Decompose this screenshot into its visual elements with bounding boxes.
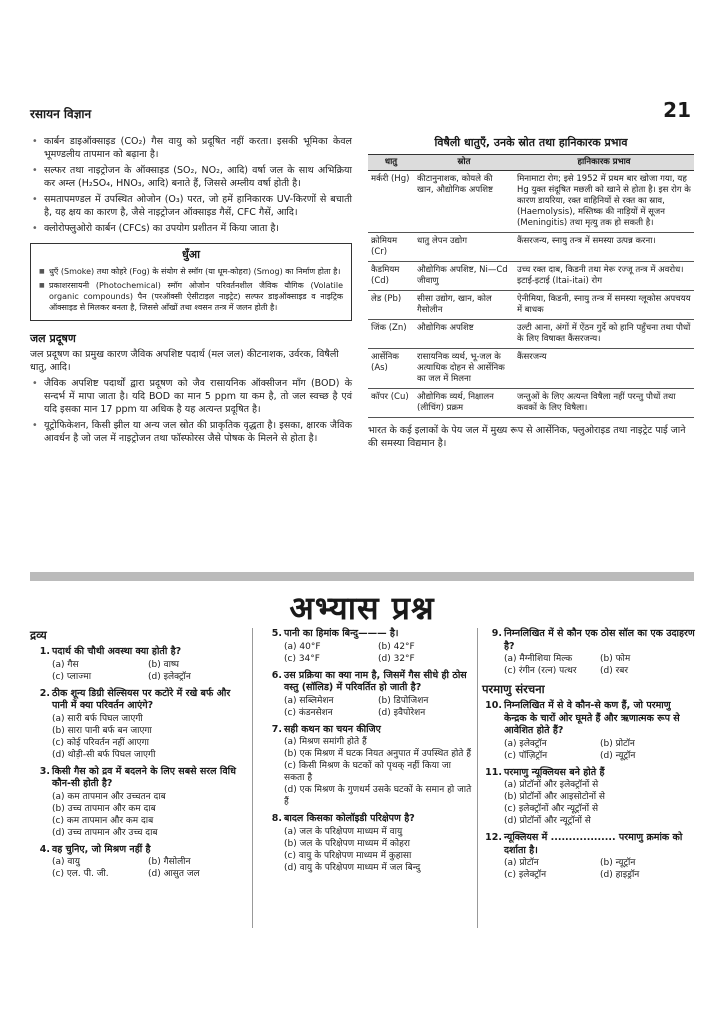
bullet-item: • समतापमण्डल में उपस्थित ओजोन (O₃) परत, जो हमें हानिकारक UV-किरणों से बचाती है, यह क्षय का कारण है, जैसे नाइट्रोजन ऑक्साइड गैसें, CFC गैसें, आदि।: [30, 193, 352, 219]
answer-option: (c) प्लाज्मा: [52, 671, 92, 682]
answer-option: (a) सारी बर्फ पिघल जाएगी: [52, 713, 143, 724]
answer-options: [482, 738, 696, 762]
question-body: बादल किसका कोलॉइडी परिक्षेपण है?: [284, 813, 415, 824]
question-body: पदार्थ की चौथी अवस्था क्या होती है?: [52, 646, 182, 657]
answer-option: (a) प्रोटॉन: [504, 858, 539, 868]
bullet-item: • यूट्रोफिकेशन, किसी झील या अन्य जल स्रोत की प्राकृतिक वृद्धता है। इसका, क्षारक जैविक आवर्धन है जो जल में नाइट्रोजन तथा फॉस्फोरस जैसे पोषक के मिलने से होता है।: [30, 419, 352, 445]
question-text: [262, 724, 472, 737]
air-pollution-bullets: [30, 135, 352, 235]
question-number: 9.: [491, 628, 502, 639]
answer-option: (b) न्यूट्रॉन: [600, 858, 636, 868]
source-cell: धातु लेपन उद्योग: [414, 233, 514, 262]
metal-cell: आर्सेनिक (As): [368, 349, 414, 389]
question-body: किसी गैस को द्रव में बदलने के लिए सबसे सरल विधि कौन-सी होती है?: [52, 765, 236, 789]
source-cell: सीसा उद्योग, खान, कोल गैसोलीन: [414, 291, 514, 320]
question-number: 10.: [485, 700, 502, 711]
question-text: [262, 670, 472, 695]
answer-option: (c) इलेक्ट्रॉनों और न्यूट्रॉनों से: [504, 804, 599, 814]
question-number: 4.: [39, 843, 50, 855]
effect-cell: मिनामाटा रोग; इसे 1952 में प्रथम बार खोजा गया, यह Hg युक्त संदूषित मछली को खाने से होता है। इस रोग के कारण डायरिया, रक्त वाहिनियों से रक्त का स्राव, (Haemolysis), मस्तिष्क की नाड़ियों में सूजन (Meningitis) तथा मृत्यु तक हो सकती है।: [514, 171, 694, 233]
question-item: [30, 766, 244, 839]
answer-option: (b) डिपोजिशन: [378, 695, 429, 706]
page-number: 21: [663, 98, 691, 122]
answer-option: (b) सारा पानी बर्फ बन जाएगा: [52, 725, 152, 736]
answer-option: (b) प्रोटॉनों और आइसोटोनों से: [504, 792, 606, 802]
question-number: 2.: [39, 687, 50, 699]
effect-cell: जन्तुओं के लिए अत्यन्त विषैला नहीं परन्तु पौधों तथा कवकों के लिए विषैला।: [514, 389, 694, 418]
bullet-item: • जैविक अपशिष्ट पदार्थों द्वारा प्रदूषण को जैव रासायनिक ऑक्सीजन माँग (BOD) के सन्दर्भ में मापा जाता है। यदि BOD का मान 5 ppm या कम है, तो जल स्वच्छ है एवं यदि इसका मान 17 ppm या अधिक है यह अत्यन्त प्रदूषित है।: [30, 377, 352, 416]
bullet-item: • कार्बन डाइऑक्साइड (CO₂) गैस वायु को प्रदूषित नहीं करता। इसकी भूमिका केवल भूमण्डलीय तापमान को बढ़ाना है।: [30, 135, 352, 161]
answer-option: (c) वायु के परिक्षेपण माध्यम में कुहासा: [284, 850, 412, 861]
question-text: [482, 700, 696, 738]
smog-item: ■ प्रकाशरसायनी (Photochemical) स्मॉग ओजोन परिवर्तनशील जैविक यौगिक (Volatile organic compounds) पैन (परऑक्सी ऐसीटाइल नाइट्रेट) सल्फर डाइऑक्साइड व नाइट्रिक ऑक्साइड से मिलकर बनता है, जिससे आँखों तथा श्वसन तन्त्र में जलन होती है।: [39, 280, 343, 313]
table-row: [368, 171, 694, 233]
effect-cell: कैंसरजन्य: [514, 349, 694, 389]
answer-option: (b) वाष्प: [148, 659, 179, 670]
smog-box: [30, 243, 352, 321]
column-divider: [477, 628, 478, 928]
questions-column-1: [30, 628, 244, 885]
answer-option: (b) एक मिश्रण में घटक नियत अनुपात में उपस्थित होते हैं: [284, 749, 472, 759]
question-number: 5.: [271, 628, 282, 639]
metal-cell: मर्करी (Hg): [368, 171, 414, 233]
water-pollution-heading: जल प्रदूषण: [30, 332, 76, 345]
answer-option: (d) हाइड्रॉन: [600, 870, 640, 880]
answer-option: (c) किसी मिश्रण के घटकों को पृथक् नहीं किया जा सकता है: [284, 761, 451, 783]
question-body: उस प्रक्रिया का क्या नाम है, जिसमें गैस सीधे ही ठोस वस्तु (सॉलिड) में परिवर्तित हो जाती है?: [284, 669, 467, 693]
question-text: [30, 766, 244, 791]
answer-options: [262, 695, 472, 719]
table-note: भारत के कई इलाकों के पेय जल में मुख्य रूप से आर्सेनिक, फ्लुओराइड तथा नाइट्रेट पाई जाने की समस्या विद्यमान है।: [368, 425, 686, 449]
section-heading-atomic-structure: परमाणु संरचना: [482, 682, 545, 696]
question-item: [30, 844, 244, 881]
answer-option: (d) प्रोटॉनों और न्यूट्रॉनों से: [504, 816, 591, 826]
answer-option: (b) 42°F: [378, 641, 415, 652]
answer-option: (a) मैग्नीशिया मिल्क: [504, 654, 573, 664]
section-heading-matter: द्रव्य: [30, 628, 47, 642]
questions-column-3: [482, 628, 696, 886]
answer-options: [30, 856, 244, 880]
question-item: [30, 646, 244, 683]
table-row: [368, 233, 694, 262]
answer-option: (b) जल के परिक्षेपण माध्यम में कोहरा: [284, 838, 410, 849]
bullet-item: • क्लोरोफ्लुओरो कार्बन (CFCs) का उपयोग प्रशीतन में किया जाता है।: [30, 222, 352, 235]
answer-option: (a) प्रोटॉनों और इलेक्ट्रॉनों से: [504, 780, 599, 790]
question-text: [482, 767, 696, 780]
source-cell: औद्योगिक अपशिष्ट, Ni—Cd जीवाणु: [414, 262, 514, 291]
question-item: [262, 724, 472, 809]
questions-column-2: [262, 628, 472, 879]
metal-cell: क्रोमियम (Cr): [368, 233, 414, 262]
answer-option: (c) कंडनसेशन: [284, 707, 333, 718]
question-body: निम्नलिखित में से वे कौन-से कण हैं, जो परमाणु केन्द्रक के चारों ओर घूमते हैं और ऋणात्मक रूप से आवेशित होते हैं?: [504, 700, 680, 736]
answer-option: (c) 34°F: [284, 653, 320, 664]
question-text: [262, 628, 472, 641]
question-item: [482, 832, 696, 881]
question-body: ठीक शून्य डिग्री सेल्सियस पर कटोरे में रखे बर्फ और पानी में क्या परिवर्तन आएंगे?: [52, 687, 231, 711]
question-item: [482, 628, 696, 677]
answer-option: (c) रंगीन (रत्न) पत्थर: [504, 666, 577, 676]
question-text: [30, 844, 244, 857]
metal-cell: जिंक (Zn): [368, 320, 414, 349]
question-item: [482, 767, 696, 828]
effect-cell: ऐनीमिया, किडनी, स्नायु तन्त्र में समस्या ग्लूकोस अपचयय में बाधक: [514, 291, 694, 320]
answer-option: (a) इलेक्ट्रॉन: [504, 738, 547, 749]
effect-cell: उच्च रक्त दाब, किडनी तथा मेरू रज्जू तन्त्र में अवरोध। इटाई-इटाई (Itai-itai) रोग: [514, 262, 694, 291]
question-number: 11.: [485, 766, 502, 778]
left-column: [30, 135, 352, 448]
source-cell: कीटानुनाशक, कोयले की खान, औद्योगिक अपशिष्ट: [414, 171, 514, 233]
answer-option: (c) इलेक्ट्रॉन: [504, 870, 547, 880]
right-column: [368, 135, 694, 450]
metal-cell: कैडमियम (Cd): [368, 262, 414, 291]
question-body: परमाणु न्यूक्लियस बने होते हैं: [504, 766, 605, 778]
effect-cell: कैंसरजन्य, स्नायु तन्त्र में समस्या उत्पन्न करना।: [514, 233, 694, 262]
effect-cell: उल्टी आना, अंगों में ऐंठन गुर्दे को हानि पहुँचना तथा पौधों के लिए विषाक्त कैंसरजन्य।: [514, 320, 694, 349]
answer-options: [482, 779, 696, 827]
question-number: 7.: [271, 723, 282, 735]
answer-option: (b) प्रोटॉन: [600, 738, 635, 749]
answer-options: [262, 826, 472, 874]
answer-option: (c) पॉज़िट्रॉन: [504, 750, 548, 761]
question-text: [482, 832, 696, 857]
table-row: [368, 349, 694, 389]
answer-option: (a) गैस: [52, 659, 79, 670]
question-text: [30, 688, 244, 713]
answer-option: (c) कम तापमान और कम दाब: [52, 815, 154, 826]
answer-option: (d) उच्च तापमान और उच्च दाब: [52, 827, 158, 838]
question-body: निम्नलिखित में से कौन एक ठोस सॉल का एक उदाहरण है?: [504, 628, 695, 652]
answer-options: [482, 857, 696, 881]
question-text: [482, 628, 696, 653]
question-number: 12.: [485, 832, 502, 843]
question-number: 3.: [39, 765, 50, 777]
section-divider-bar: [30, 572, 694, 581]
answer-option: (a) 40°F: [284, 641, 321, 652]
question-item: [30, 688, 244, 761]
question-number: 6.: [271, 669, 282, 681]
answer-option: (d) एक मिश्रण के गुणधर्म उसके घटकों के समान हो जाते हैं: [284, 785, 472, 807]
answer-options: [30, 791, 244, 839]
answer-option: (d) वायु के परिक्षेपण माध्यम में जल बिन्दु: [284, 862, 421, 873]
table-header: हानिकारक प्रभाव: [514, 155, 694, 171]
answer-option: (d) न्यूट्रॉन: [600, 750, 636, 761]
answer-option: (a) वायु: [52, 857, 80, 867]
answer-option: (d) इलेक्ट्रॉन: [148, 671, 191, 682]
source-cell: औद्योगिक अपशिष्ट: [414, 320, 514, 349]
answer-option: (b) उच्च तापमान और कम दाब: [52, 803, 156, 814]
answer-option: (b) गैसोलीन: [148, 857, 191, 867]
answer-option: (a) सब्लिमेशन: [284, 695, 334, 706]
column-divider: [252, 628, 253, 928]
exercise-title: अभ्यास प्रश्न: [289, 589, 435, 627]
question-item: [262, 813, 472, 874]
table-header: धातु: [368, 155, 414, 171]
smog-item: ■ धुएँ (Smoke) तथा कोहरे (Fog) के संयोग से स्मॉग (या धूम-कोहरा) (Smog) का निर्माण होता है।: [39, 266, 343, 277]
answer-option: (a) कम तापमान और उच्चतन दाब: [52, 791, 166, 802]
question-item: [482, 700, 696, 762]
source-cell: रासायनिक व्यर्थ, भू-जल के अत्याधिक दोहन से आर्सेनिक का जल में मिलना: [414, 349, 514, 389]
answer-options: [482, 653, 696, 677]
source-cell: औद्योगिक व्यर्थ, निक्षालन (लीचिंग) प्रक्रम: [414, 389, 514, 418]
answer-option: (d) 32°F: [378, 653, 415, 664]
answer-option: (c) कोई परिवर्तन नहीं आएगा: [52, 737, 150, 748]
question-body: न्यूक्लियस में .................. परमाणु क्रमांक को दर्शाता है।: [504, 832, 683, 856]
question-text: [30, 646, 244, 659]
answer-option: (d) इवैपोरेशन: [378, 707, 426, 718]
question-body: पानी का हिमांक बिन्दु——— है।: [284, 628, 399, 639]
answer-options: [30, 659, 244, 683]
answer-option: (b) फोम: [600, 654, 631, 664]
smog-box-title: धुँआ: [181, 248, 200, 261]
answer-option: (d) आसुत जल: [148, 869, 200, 879]
bullet-item: • सल्फर तथा नाइट्रोजन के ऑक्साइड (SO₂, NO₂, आदि) वर्षा जल के साथ अभिक्रिया कर अम्ल (H₂SO₄, HNO₃, आदि) बनाते हैं, जिससे अम्लीय वर्षा होती है।: [30, 164, 352, 190]
question-number: 1.: [39, 646, 50, 657]
answer-option: (d) रबर: [600, 666, 629, 676]
question-body: वह चुनिए, जो मिश्रण नहीं है: [52, 843, 151, 855]
answer-option: (d) थोड़ी-सी बर्फ पिघल जाएगी: [52, 749, 156, 760]
question-item: [262, 628, 472, 665]
table-row: [368, 291, 694, 320]
answer-option: (a) जल के परिक्षेपण माध्यम में वायु: [284, 826, 403, 837]
table-header: स्रोत: [414, 155, 514, 171]
running-header: रसायन विज्ञान: [30, 107, 92, 121]
question-text: [262, 813, 472, 826]
table-row: [368, 389, 694, 418]
toxic-metals-table: [368, 154, 694, 418]
metal-cell: लेड (Pb): [368, 291, 414, 320]
water-pollution-bullets: [30, 377, 352, 445]
table-row: [368, 320, 694, 349]
answer-option: (c) एल. पी. जी.: [52, 869, 109, 879]
question-body: सही कथन का चयन कीजिए: [284, 723, 381, 735]
answer-options: [30, 713, 244, 761]
answer-options: [262, 641, 472, 665]
water-pollution-intro: जल प्रदूषण का प्रमुख कारण जैविक अपशिष्ट पदार्थ (मल जल) कीटनाशक, उर्वरक, विषैली धातु, आदि।: [30, 349, 339, 373]
table-row: [368, 262, 694, 291]
answer-option: (a) मिश्रण समांगी होते हैं: [284, 737, 367, 747]
toxic-table-title: विषैली धातुएँ, उनके स्रोत तथा हानिकारक प्रभाव: [434, 136, 628, 149]
metal-cell: कॉपर (Cu): [368, 389, 414, 418]
question-item: [262, 670, 472, 719]
answer-options: [262, 736, 472, 808]
question-number: 8.: [271, 813, 282, 824]
